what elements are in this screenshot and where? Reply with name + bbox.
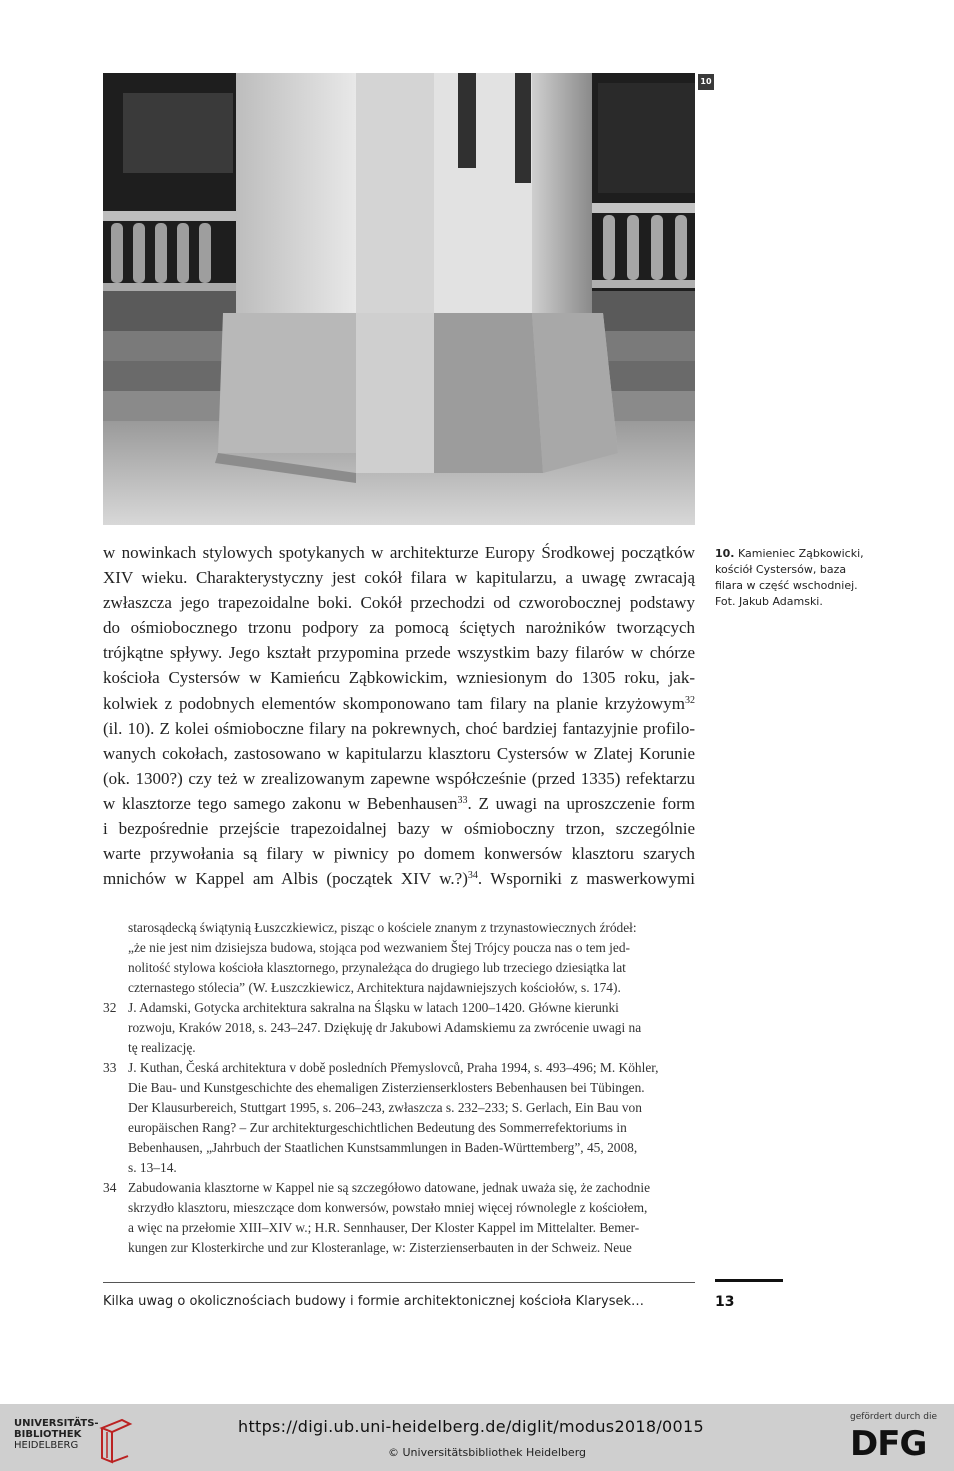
- library-logo[interactable]: [14, 1418, 144, 1463]
- footnote-ref-34[interactable]: 34: [467, 870, 478, 882]
- library-emblem-icon: [98, 1418, 134, 1464]
- body-line-with-note: [103, 866, 695, 891]
- footer-rule: [103, 1282, 695, 1283]
- body-line: . Wsporniki z maswerkowymi: [477, 869, 695, 889]
- footnote-number: 32: [103, 1000, 117, 1015]
- viewer-footer: [0, 1404, 954, 1471]
- footnote-32: [103, 998, 698, 1018]
- footnote-text: Bebenhausen, „Jahrbuch der Staatlichen Kunstsammlungen in Baden-Württemberg”, 45, 2008,: [128, 1140, 638, 1155]
- body-paragraph: [103, 540, 695, 891]
- body-line: (il. 10). Z kolei ośmioboczne filary na pokrewnych, choć bardziej fantazyjnie profilo-: [103, 718, 695, 738]
- footnote-text: Zabudowania klasztorne w Kappel nie są szczegółowo datowane, jednak uważa się, że zachodnie: [128, 1180, 651, 1195]
- page-number: 13: [715, 1294, 735, 1310]
- footnote-text: europäischen Rang? – Zur architekturgeschichtlichen Bedeutung des Sommerrefektoriums in: [128, 1120, 627, 1135]
- footnote-continuation-line: nolitość stylowa kościoła klasztornego, przynależąca do drugiego lub trzeciego dziesiątka lat: [128, 960, 626, 975]
- figure-number-badge: 10: [698, 74, 714, 90]
- body-line: kościoła Cystersów w Kamieńcu Ząbkowickim, wzniesionym do 1305 roku, jak-: [103, 668, 695, 688]
- footnote-continuation-line: „że nie jest nim dzisiejsza budowa, stojąca pod wezwaniem Štej Trójcy poucza nas o tem jed-: [128, 940, 631, 955]
- pillar-base-photo: [103, 73, 695, 525]
- footnote-text: J. Kuthan, Česká architektura v době posledních Přemyslovců, Praha 1994, s. 493–496; M. Köhler,: [128, 1060, 659, 1075]
- footnote-34: [103, 1178, 698, 1198]
- footnote-ref-33[interactable]: 33: [457, 794, 468, 806]
- footnote-text: J. Adamski, Gotycka architektura sakralna na Śląsku w latach 1200–1420. Główne kierunki: [128, 1000, 619, 1015]
- footnote-ref-32[interactable]: 32: [685, 694, 695, 706]
- footnote-number: 34: [103, 1180, 117, 1195]
- library-name-line: UNIVERSITÄTS-: [14, 1418, 99, 1429]
- body-line: w klasztorze tego samego zakonu w Bebenhausen: [103, 793, 458, 813]
- caption-text: Kamieniec Ząbkowicki, kościół Cystersów, baza filara w część wschodniej. Fot. Jakub Adamski.: [715, 547, 864, 608]
- footnote-continuation-line: starosądecką świątynią Łuszczkiewicz, pisząc o kościele znanym z trzynastowiecznych źródeł:: [128, 920, 637, 935]
- footnote-text: rozwoju, Kraków 2018, s. 243–247. Dziękuję dr Jakubowi Adamskiemu za zwrócenie uwagi na: [128, 1020, 642, 1035]
- footnote-number: 33: [103, 1060, 117, 1075]
- page-number-rule: [715, 1279, 783, 1282]
- dfg-logo[interactable]: DFG: [850, 1424, 927, 1464]
- running-title: Kilka uwag o okolicznościach budowy i formie architektonicznej kościoła Klarysek…: [103, 1294, 645, 1309]
- body-line-with-note: [103, 791, 695, 816]
- body-line: (ok. 1300?) czy też w zrealizowanym zapewne współcześnie (przed 1335) refektarzu: [103, 768, 695, 788]
- footnote-continuation-line: czternastego stólecia” (W. Łuszczkiewicz, Architektura najdawniejszych kościołów, s. 174).: [128, 980, 621, 995]
- permalink-url[interactable]: https://digi.ub.uni-heidelberg.de/diglit/modus2018/0015: [238, 1417, 704, 1436]
- footnote-33: [103, 1058, 698, 1078]
- body-line: w nowinkach stylowych spotykanych w architekturze Europy Środkowej początków: [103, 543, 695, 562]
- footnotes: [103, 918, 698, 1258]
- footnote-text: Die Bau- und Kunstgeschichte des ehemaligen Zisterzienserklosters Bebenhausen bei Tübingen.: [128, 1080, 645, 1095]
- footnote-text: a więc na przełomie XIII–XIV w.; H.R. Sennhauser, Der Kloster Kappel im Mittelalter. Bemer-: [128, 1220, 640, 1235]
- copyright-notice: © Universitätsbibliothek Heidelberg: [388, 1446, 587, 1459]
- library-name-line: BIBLIOTHEK: [14, 1429, 82, 1440]
- body-line: kolwiek z podobnych elementów skomponowano tam filary na planie krzyżowym: [103, 693, 685, 713]
- body-line: XIV wieku. Charakterystyczny jest cokół filara w kapitularzu, a uwagę zwracają: [103, 568, 695, 588]
- body-line: . Z uwagi na uproszczenie form: [467, 793, 696, 813]
- footnote-text: Der Klausurbereich, Stuttgart 1995, s. 206–243, zwłaszcza s. 232–233; S. Gerlach, Ein Bau von: [128, 1100, 642, 1115]
- library-name-line: HEIDELBERG: [14, 1440, 79, 1451]
- caption-number: 10.: [715, 547, 735, 560]
- footnote-text: kungen zur Klosterkirche und zur Klosteranlage, w: Zisterzienserbauten in der Schweiz. Neue: [128, 1240, 632, 1255]
- funding-note: gefördert durch die: [850, 1412, 937, 1422]
- footnote-text: tę realizację.: [128, 1040, 196, 1055]
- body-line: do ośmiobocznego trzonu podpory za pomocą ściętych narożników tworzących: [103, 618, 695, 638]
- figure-caption: [715, 546, 875, 610]
- figure-photo: [103, 73, 695, 525]
- footnote-text: skrzydło klasztoru, mieszczące dom konwersów, powstało mniej więcej równolegle z kościołem,: [128, 1200, 648, 1215]
- body-line: zwłaszcza jego trapezoidalne boki. Cokół przechodzi od czworobocznej podstawy: [103, 593, 695, 613]
- body-line: mnichów w Kappel am Albis (początek XIV w.?): [103, 869, 468, 889]
- body-line: i bezpośrednie przejście trapezoidalnej bazy w ośmioboczny trzon, szczególnie: [103, 819, 695, 839]
- body-line: trójkątne spływy. Jego kształt przypomina przede wszystkim bazy filarów w chórze: [103, 643, 695, 663]
- footnote-text: s. 13–14.: [128, 1160, 177, 1175]
- body-line-with-note: [103, 691, 695, 716]
- body-line: wanych cokołach, zastosowano w kapitularzu klasztoru Cystersów w Zlatej Korunie: [103, 743, 695, 763]
- body-line: warte przywołania są filary w piwnicy po domem konwersów klasztoru szarych: [103, 844, 695, 864]
